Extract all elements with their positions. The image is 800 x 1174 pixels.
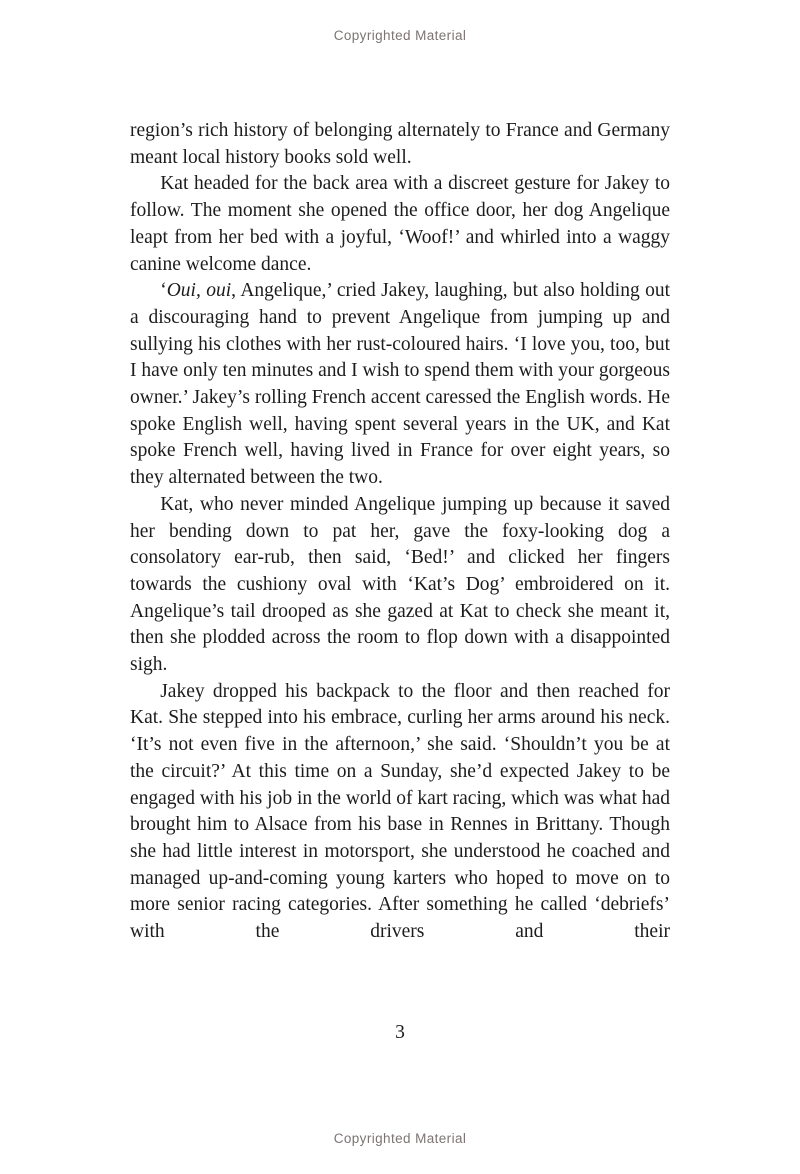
paragraph — [130, 171, 670, 278]
text-block — [130, 118, 670, 946]
text-run: , Angelique,’ cried Jakey, laughing, but also holding out a discouraging hand to prevent Angelique from jumping up and sullying his clothes with her rust-coloured hairs. ‘I love you, too, but I have only ten minutes and I wish to spend them with your gorgeous owner.’ Jakey’s rolling French accent caressed the English words. He spoke English well, having spent several years in the UK, and Kat spoke French well, having lived in France for over eight years, so they alternated between the two. — [130, 280, 671, 489]
page-number: 3 — [395, 1022, 405, 1043]
text-run: Jakey dropped his backpack to the floor and then reached for Kat. She stepped into his embrace, curling her arms around his neck. ‘It’s not even five in the afternoon,’ she said. ‘Shouldn’t you be at the circuit?’ At this time on a Sunday, she’d expected Jakey to be engaged with his job in the world of kart racing, which was what had brought him to Alsace from his base in Rennes in Brittany. Though she had little interest in motorsport, she understood he coached and managed up-and-coming young karters who hoped to move on to more senior racing categories. After something he called ‘debriefs’ with the drivers and their — [130, 680, 670, 943]
italic-text-run: Oui, oui — [166, 280, 232, 302]
text-run: region’s rich history of belonging alternately to France and Germany meant local history books sold well. — [130, 120, 670, 168]
paragraph — [130, 679, 670, 946]
copyright-notice-bottom: Copyrighted Material — [333, 1131, 467, 1146]
text-run: Kat, who never minded Angelique jumping up because it saved her bending down to pat her, gave the foxy-looking dog a consolatory ear-rub, then said, ‘Bed!’ and clicked her fingers towards the cushiony oval with ‘Kat’s Dog’ embroidered on it. Angelique’s tail drooped as she gazed at Kat to check she meant it, then she plodded across the room to flop down with a disappointed sigh. — [130, 493, 670, 676]
paragraph — [130, 118, 670, 171]
paragraph — [130, 492, 670, 679]
text-run: ‘ — [160, 280, 167, 302]
paragraph — [130, 278, 670, 492]
copyright-notice-top: Copyrighted Material — [333, 28, 467, 43]
text-run: Kat headed for the back area with a discreet gesture for Jakey to follow. The moment she opened the office door, her dog Angelique leapt from her bed with a joyful, ‘Woof!’ and whirled into a waggy canine welcome dance. — [130, 173, 670, 275]
